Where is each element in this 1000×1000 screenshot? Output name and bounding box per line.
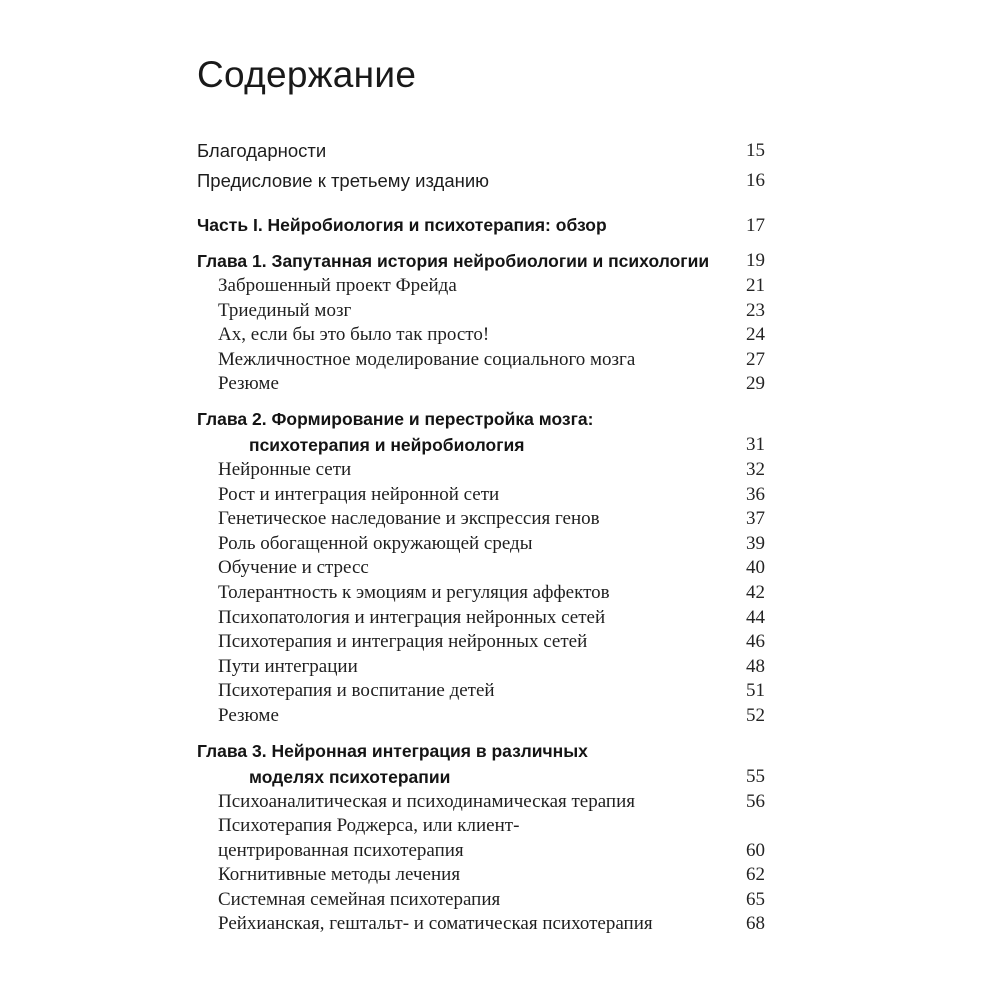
toc-entry xyxy=(197,458,765,483)
toc-entry-label: Роль обогащенной окружающей среды xyxy=(218,532,533,554)
toc-entry xyxy=(197,136,765,166)
toc-entry xyxy=(197,532,765,557)
toc-entry xyxy=(197,299,765,324)
toc-entry xyxy=(197,323,765,348)
toc-entry xyxy=(197,888,765,913)
toc-entry-lines xyxy=(197,863,734,888)
toc-entry-label-line2: центрированная психотерапия xyxy=(218,839,464,861)
toc-entry-page: 23 xyxy=(746,299,765,321)
toc-entry xyxy=(197,912,765,937)
toc-entry-label: Толерантность к эмоциям и регуляция аффектов xyxy=(218,581,610,603)
toc-entry-lines xyxy=(197,458,734,483)
toc-entry-page: 55 xyxy=(746,765,765,787)
toc-entry xyxy=(197,814,765,863)
toc-entry-page: 48 xyxy=(746,655,765,677)
toc-entry-page: 21 xyxy=(746,275,765,296)
toc-entry-lines xyxy=(197,556,734,581)
toc-entry-page: 19 xyxy=(746,250,765,271)
toc-entry-label: Часть I. Нейробиология и психотерапия: обзор xyxy=(197,215,607,235)
toc-entry-label: Обучение и стресс xyxy=(218,557,369,579)
toc-entry-page: 52 xyxy=(746,704,765,726)
toc-entry-label: Глава 1. Запутанная история нейробиологии и психологии xyxy=(197,251,710,271)
toc-entry-lines xyxy=(197,323,734,348)
toc-entry-lines xyxy=(197,248,734,274)
toc-entry-page: 31 xyxy=(746,433,765,455)
toc-entry-lines xyxy=(197,738,734,790)
toc-entry-lines xyxy=(197,274,734,299)
toc-entry xyxy=(197,348,765,373)
toc-entry-page: 37 xyxy=(746,508,765,530)
toc-entry xyxy=(197,372,765,397)
toc-entry-lines xyxy=(197,348,734,373)
toc-entry-page: 65 xyxy=(746,888,765,910)
toc-entry-label: Генетическое наследование и экспрессия генов xyxy=(218,508,600,530)
toc-entry xyxy=(197,212,765,239)
toc-entry xyxy=(197,581,765,606)
toc-entry xyxy=(197,248,765,274)
toc-entry-label: Психотерапия и воспитание детей xyxy=(218,680,495,702)
toc-entry-lines xyxy=(197,888,734,913)
toc-entry-lines xyxy=(197,136,734,166)
toc-entry-lines xyxy=(197,679,734,704)
toc-entry-label-line2: психотерапия и нейробиология xyxy=(249,434,525,455)
toc-entry-label: Рост и интеграция нейронной сети xyxy=(218,483,500,505)
toc-entry-page: 15 xyxy=(746,140,765,161)
page-title: Содержание xyxy=(197,54,417,95)
toc-entry-label: Психотерапия Роджерса, или клиент- xyxy=(218,815,520,837)
toc-entry-label: Заброшенный проект Фрейда xyxy=(218,275,457,296)
toc-entry-page: 44 xyxy=(746,606,765,628)
toc-entry-lines xyxy=(197,166,734,196)
toc-entry-label: Психоаналитическая и психодинамическая терапия xyxy=(218,790,635,812)
toc-entry-label: Межличностное моделирование социального мозга xyxy=(218,348,636,370)
toc-entry xyxy=(197,507,765,532)
toc-entry-page: 62 xyxy=(746,864,765,886)
toc-entry xyxy=(197,863,765,888)
toc-entry-label: Пути интеграции xyxy=(218,655,358,677)
toc-entry-label: Предисловие к третьему изданию xyxy=(197,170,490,191)
toc-entry xyxy=(197,790,765,815)
toc-entry-label: Психопатология и интеграция нейронных сетей xyxy=(218,606,606,628)
toc-entry xyxy=(197,606,765,631)
toc-entry-page: 42 xyxy=(746,581,765,603)
toc-entry-page: 24 xyxy=(746,324,765,346)
toc-entry-label: Триединый мозг xyxy=(218,299,352,321)
toc-entry-page: 27 xyxy=(746,348,765,370)
toc-entry-page: 16 xyxy=(746,170,765,191)
toc-entry-label: Системная семейная психотерапия xyxy=(218,888,501,910)
toc-entry-page: 68 xyxy=(746,913,765,935)
toc-entry-label: Благодарности xyxy=(197,140,327,161)
toc-entry-lines xyxy=(197,655,734,680)
toc-entry-page: 60 xyxy=(746,839,765,861)
toc-entry xyxy=(197,274,765,299)
toc-entry-label: Глава 2. Формирование и перестройка мозга: xyxy=(197,408,594,429)
toc-entry-lines xyxy=(197,790,734,815)
toc-entry-label-line2: моделях психотерапии xyxy=(249,766,451,787)
toc-entry xyxy=(197,406,765,458)
toc-entry xyxy=(197,483,765,508)
toc-entry-lines xyxy=(197,912,734,937)
toc-entry-label: Резюме xyxy=(218,373,279,395)
toc-entry-page: 51 xyxy=(746,680,765,702)
toc-entry xyxy=(197,704,765,729)
toc-entry-lines xyxy=(197,372,734,397)
toc-list xyxy=(197,136,765,937)
toc-entry-label: Нейронные сети xyxy=(218,458,352,480)
toc-entry-lines xyxy=(197,406,734,458)
toc-entry-lines xyxy=(197,606,734,631)
toc-entry-page: 40 xyxy=(746,557,765,579)
toc-entry xyxy=(197,556,765,581)
toc-entry xyxy=(197,679,765,704)
toc-entry-lines xyxy=(197,814,734,863)
toc-entry-lines xyxy=(197,630,734,655)
toc-entry-lines xyxy=(197,532,734,557)
toc-entry-page: 32 xyxy=(746,458,765,480)
toc-entry-label: Психотерапия и интеграция нейронных сетей xyxy=(218,631,588,653)
toc-entry-page: 29 xyxy=(746,373,765,395)
toc-entry-label: Резюме xyxy=(218,704,279,726)
toc-entry-label: Рейхианская, гештальт- и соматическая психотерапия xyxy=(218,913,653,935)
toc-entry-lines xyxy=(197,507,734,532)
toc-entry xyxy=(197,738,765,790)
toc-entry-page: 56 xyxy=(746,790,765,812)
toc-entry-page: 36 xyxy=(746,483,765,505)
toc-entry-label: Ах, если бы это было так просто! xyxy=(218,324,490,346)
toc-entry xyxy=(197,166,765,196)
toc-entry-label: Когнитивные методы лечения xyxy=(218,864,461,886)
toc-entry-lines xyxy=(197,299,734,324)
toc-entry-lines xyxy=(197,212,734,239)
toc-entry-lines xyxy=(197,581,734,606)
toc-entry-lines xyxy=(197,704,734,729)
toc-entry xyxy=(197,655,765,680)
toc-entry-lines xyxy=(197,483,734,508)
toc-entry xyxy=(197,630,765,655)
toc-entry-page: 17 xyxy=(746,215,765,236)
toc-entry-label: Глава 3. Нейронная интеграция в различных xyxy=(197,740,588,761)
toc-entry-page: 39 xyxy=(746,532,765,554)
toc-entry-page: 46 xyxy=(746,631,765,653)
